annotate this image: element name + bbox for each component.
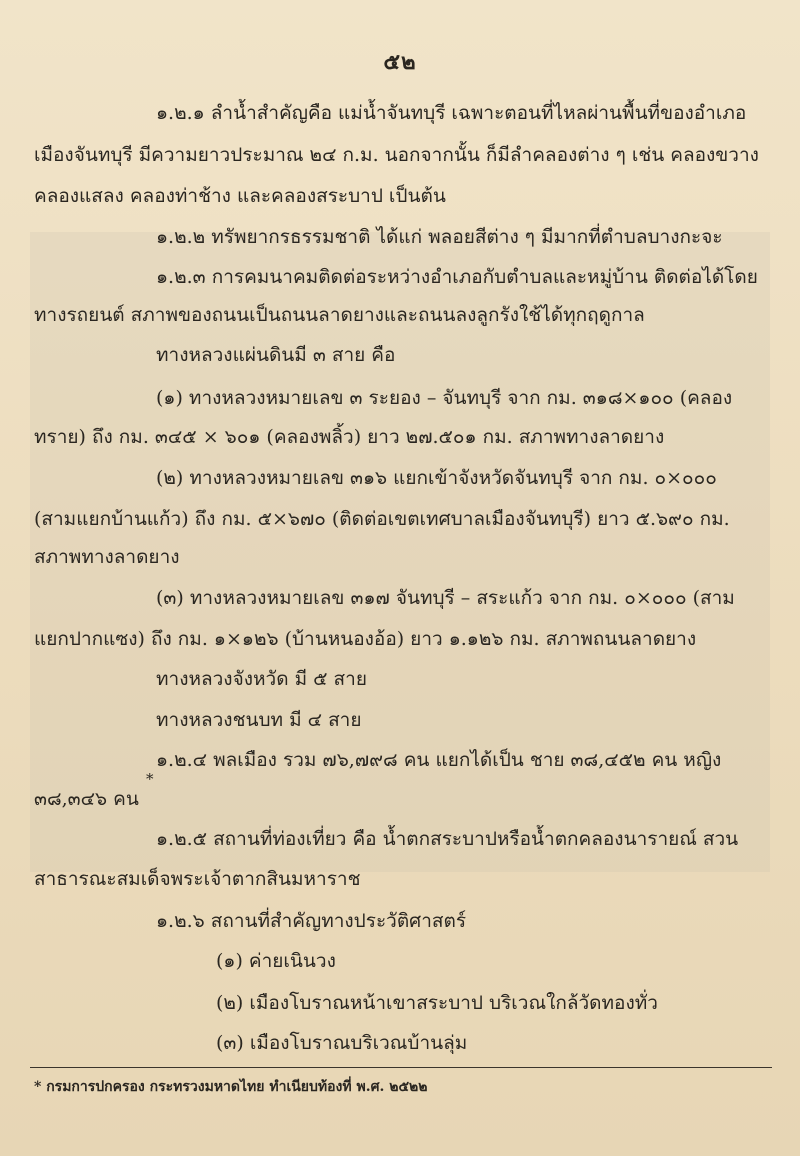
text-line-14: แยกปากแซง) ถึง กม. ๑×๑๒๖ (บ้านหนองอ้อ) ยาว ๑.๑๒๖ กม. สภาพถนนลาดยาง xyxy=(34,628,697,650)
text-line-1: ๑.๒.๑ ลำน้ำสำคัญคือ แม่น้ำจันทบุรี เฉพาะตอนที่ไหลผ่านพื้นที่ของอำเภอ xyxy=(156,102,747,124)
text-line-7: ทางหลวงแผ่นดินมี ๓ สาย คือ xyxy=(156,344,396,366)
text-line-2: เมืองจันทบุรี มีความยาวประมาณ ๒๔ ก.ม. นอกจากนั้น ก็มีลำคลองต่าง ๆ เช่น คลองขวาง xyxy=(34,144,759,166)
text-line-10: (๒) ทางหลวงหมายเลข ๓๑๖ แยกเข้าจังหวัดจันทบุรี จาก กม. ๐×๐๐๐ xyxy=(156,467,717,489)
page-number: ๕๒ xyxy=(383,49,417,75)
text-line-20: สาธารณะสมเด็จพระเจ้าตากสินมหาราช xyxy=(34,868,361,890)
text-line-21: ๑.๒.๖ สถานที่สำคัญทางประวัติศาสตร์ xyxy=(156,910,467,932)
text-line-9: ทราย) ถึง กม. ๓๔๕ × ๖๐๑ (คลองพลิ้ว) ยาว ๒๗.๕๐๑ กม. สภาพทางลาดยาง xyxy=(34,426,665,448)
footnote-marker: * xyxy=(146,770,154,788)
text-line-11: (สามแยกบ้านแก้ว) ถึง กม. ๕×๖๗๐ (ติดต่อเขตเทศบาลเมืองจันทบุรี) ยาว ๕.๖๙๐ กม. xyxy=(34,508,730,530)
text-line-17: ๑.๒.๔ พลเมือง รวม ๗๖,๗๙๘ คน แยกได้เป็น ชาย ๓๘,๔๕๒ คน หญิง xyxy=(156,749,722,771)
text-line-4: ๑.๒.๒ ทรัพยากรธรรมชาติ ได้แก่ พลอยสีต่าง ๆ มีมากที่ตำบลบางกะจะ xyxy=(156,226,723,248)
text-line-13: (๓) ทางหลวงหมายเลข ๓๑๗ จันทบุรี – สระแก้ว จาก กม. ๐×๐๐๐ (สาม xyxy=(156,587,735,609)
text-line-8: (๑) ทางหลวงหมายเลข ๓ ระยอง – จันทบุรี จาก กม. ๓๑๘×๑๐๐ (คลอง xyxy=(156,387,733,409)
text-line-23: (๒) เมืองโบราณหน้าเขาสระบาป บริเวณใกล้วัดทองทั่ว xyxy=(216,992,658,1014)
text-line-6: ทางรถยนต์ สภาพของถนนเป็นถนนลาดยางและถนนลงลูกรังใช้ได้ทุกฤดูกาล xyxy=(34,304,645,326)
text-line-19: ๑.๒.๕ สถานที่ท่องเที่ยว คือ น้ำตกสระบาปหรือน้ำตกคลองนารายณ์ สวน xyxy=(156,828,739,850)
text-line-5: ๑.๒.๓ การคมนาคมติดต่อระหว่างอำเภอกับตำบลและหมู่บ้าน ติดต่อได้โดย xyxy=(156,266,758,288)
text-line-16: ทางหลวงชนบท มี ๔ สาย xyxy=(156,709,362,731)
text-line-22: (๑) ค่ายเนินวง xyxy=(216,950,336,972)
text-line-24: (๓) เมืองโบราณบริเวณบ้านลุ่ม xyxy=(216,1032,468,1054)
text-line-15: ทางหลวงจังหวัด มี ๕ สาย xyxy=(156,668,367,690)
footnote-divider xyxy=(30,1067,772,1068)
text-line-18: ๓๘,๓๔๖ คน xyxy=(34,788,139,810)
text-line-3: คลองแสลง คลองท่าช้าง และคลองสระบาป เป็นต้น xyxy=(34,185,446,207)
text-line-12: สภาพทางลาดยาง xyxy=(34,546,180,568)
footnote-text: * กรมการปกครอง กระทรวงมหาดไทย ทำเนียบท้องที่ พ.ศ. ๒๕๒๒ xyxy=(34,1079,428,1095)
